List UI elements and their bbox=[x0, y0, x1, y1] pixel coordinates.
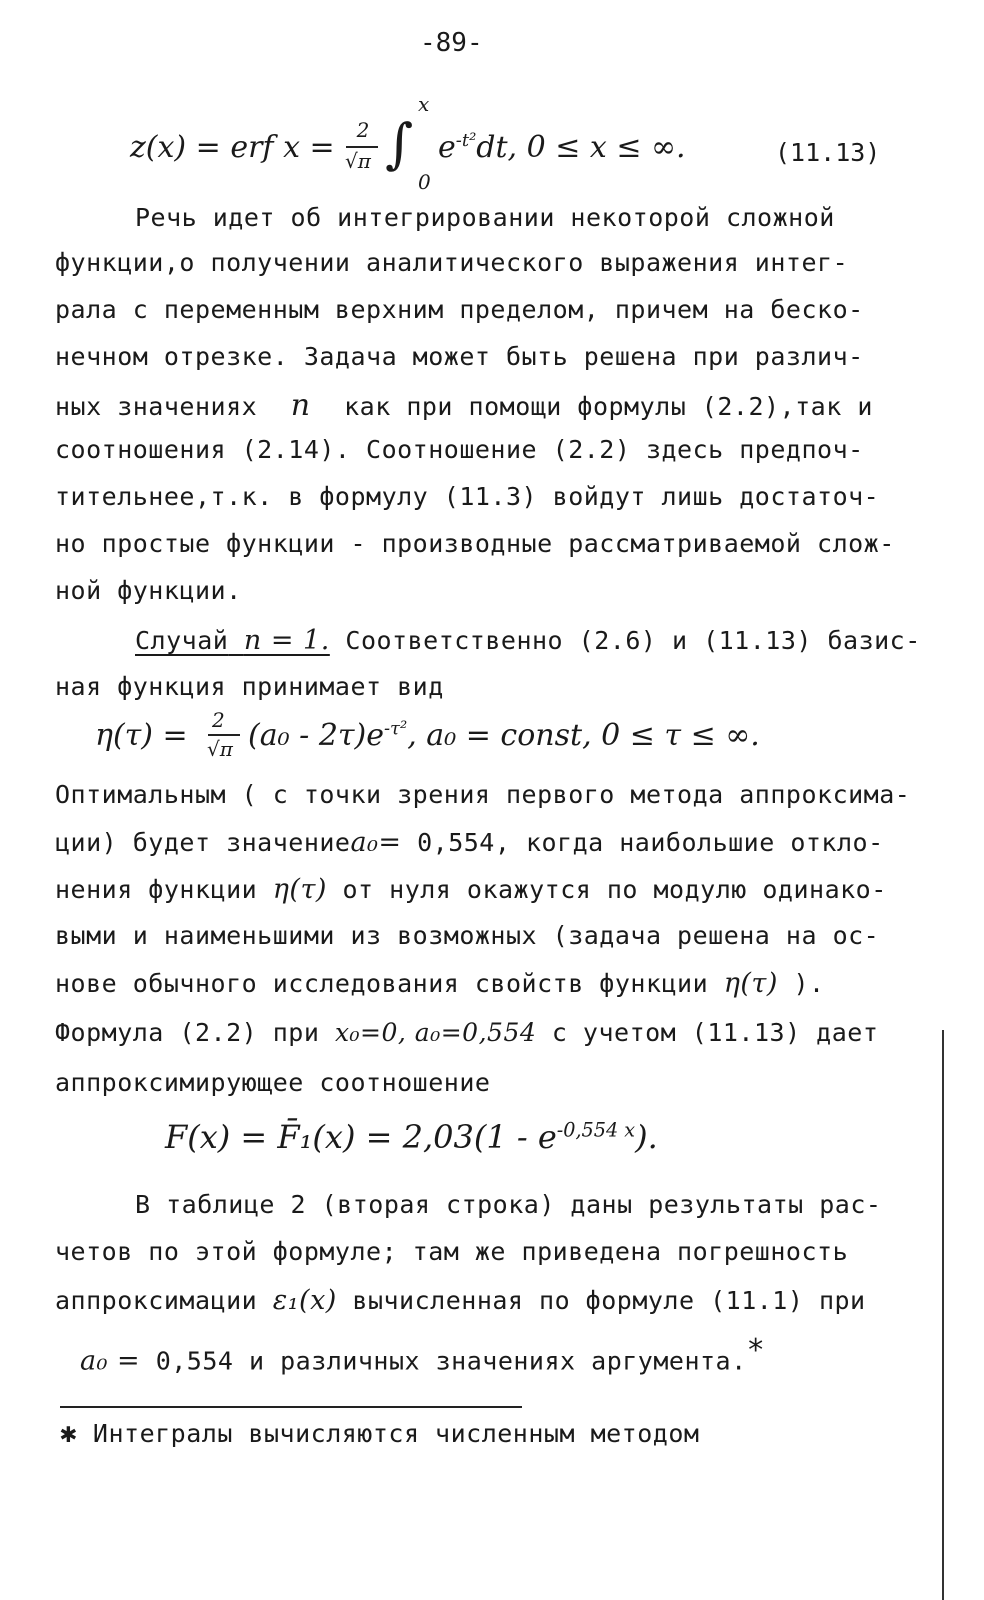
formula-erf-lhs: z(x) = erf x = bbox=[130, 130, 335, 165]
symbol-a0-2: a₀ = bbox=[80, 1345, 141, 1377]
para3-line5 bbox=[55, 968, 825, 999]
para3-line6 bbox=[55, 1018, 878, 1047]
formula-eta-body bbox=[248, 718, 760, 753]
formula-number: (11.13) bbox=[775, 138, 881, 167]
footnote-marker: * bbox=[746, 1333, 766, 1368]
para3-line1: Оптимальным ( с точки зрения первого метода аппроксима- bbox=[55, 780, 911, 809]
formula-erf-int-lower: 0 bbox=[418, 170, 431, 194]
para1-line1: Речь идет об интегрировании некоторой сложной bbox=[135, 203, 835, 232]
para3-line6-b: с учетом (11.13) дает bbox=[551, 1018, 879, 1047]
formula-erf-frac-bar bbox=[346, 146, 378, 148]
case-condition: n = 1. bbox=[243, 625, 330, 656]
footnote-text: Интегралы вычисляются численным методом bbox=[92, 1419, 700, 1448]
formula-eta-frac-den: √π bbox=[207, 737, 233, 761]
para3-line5-b: ). bbox=[793, 969, 825, 998]
para3-line6-a: Формула (2.2) при bbox=[55, 1018, 320, 1047]
formula-approx-main: F(x) = F̄₁(x) = 2,03(1 - e bbox=[165, 1118, 557, 1156]
para3-line4: выми и наименьшими из возможных (задача решена на ос- bbox=[55, 921, 880, 950]
formula-eta-main: (a₀ - 2τ)e bbox=[248, 718, 384, 753]
para2-line2: ная функция принимает вид bbox=[55, 672, 444, 701]
case-heading-word: Случай bbox=[135, 626, 229, 655]
formula-erf-exp: -t² bbox=[455, 130, 477, 151]
symbol-eta: η(τ) bbox=[272, 874, 327, 905]
para1-line8: но простые функции - производные рассматриваемой слож- bbox=[55, 529, 895, 558]
symbol-epsilon: ε₁(x) bbox=[272, 1285, 337, 1316]
formula-erf-frac-num: 2 bbox=[356, 118, 370, 142]
para4-line4 bbox=[80, 1333, 765, 1376]
formula-eta-tail: , a₀ = const, 0 ≤ τ ≤ ∞. bbox=[407, 718, 760, 753]
formula-erf-frac-den: √π bbox=[345, 149, 371, 173]
para3-line2-b: 0,554, когда наибольшие откло- bbox=[417, 828, 884, 857]
para1-line3: рала с переменным верхним пределом, причем на беско- bbox=[55, 295, 864, 324]
formula-eta-frac-bar bbox=[208, 734, 240, 736]
formula-eta-lhs: η(τ) = bbox=[95, 718, 188, 753]
formula-erf-integrand bbox=[438, 130, 686, 165]
page-number: -89- bbox=[420, 28, 483, 58]
para1-line4: нечном отрезке. Задача может быть решена при различ- bbox=[55, 342, 864, 371]
para4-line1: В таблице 2 (вторая строка) даны результаты рас- bbox=[135, 1190, 882, 1219]
symbol-x0-a0: x₀=0, a₀=0,554 bbox=[334, 1018, 537, 1047]
para3-line3 bbox=[55, 874, 887, 905]
para3-line7: аппроксимирующее соотношение bbox=[55, 1068, 491, 1097]
para2-line1: Соответственно (2.6) и (11.13) базис- bbox=[345, 626, 921, 655]
para3-line5-a: нове обычного исследования свойств функции bbox=[55, 969, 709, 998]
para4-line3 bbox=[55, 1285, 866, 1316]
para3-line2 bbox=[55, 827, 884, 858]
formula-erf-tail: dt, 0 ≤ x ≤ ∞. bbox=[476, 130, 686, 165]
para1-line7: тительнее,т.к. в формулу (11.3) войдут лишь достаточ- bbox=[55, 482, 880, 511]
footnote-star: ✱ bbox=[60, 1416, 78, 1449]
para4-line4-b: 0,554 и различных значениях аргумента. bbox=[155, 1346, 747, 1376]
footnote-separator bbox=[60, 1406, 522, 1408]
scan-edge-line bbox=[942, 1030, 944, 1600]
symbol-a0: a₀= bbox=[350, 827, 402, 858]
para1-line5-b: как при помощи формулы (2.2),так и bbox=[344, 392, 873, 421]
case-heading bbox=[135, 626, 330, 655]
para3-line2-a: ции) будет значение bbox=[55, 828, 351, 857]
symbol-n: n bbox=[290, 388, 311, 423]
formula-approx-tail: ). bbox=[635, 1118, 658, 1156]
footnote bbox=[60, 1416, 699, 1449]
formula-erf-base: e bbox=[438, 130, 456, 165]
para1-line5-a: ных значениях bbox=[55, 392, 258, 421]
formula-erf bbox=[130, 130, 335, 165]
para1-line9: ной функции. bbox=[55, 576, 242, 605]
formula-erf-int-upper: x bbox=[418, 92, 430, 116]
para1-line6: соотношения (2.14). Соотношение (2.2) здесь предпоч- bbox=[55, 435, 864, 464]
para4-line2: четов по этой формуле; там же приведена погрешность bbox=[55, 1237, 849, 1266]
para3-line3-a: нения функции bbox=[55, 875, 258, 904]
case-line bbox=[135, 625, 921, 656]
formula-approx bbox=[165, 1118, 658, 1156]
para3-line3-b: от нуля окажутся по модулю одинако- bbox=[342, 875, 887, 904]
integral-sign: ∫ bbox=[385, 112, 414, 175]
symbol-eta-2: η(τ) bbox=[723, 968, 778, 999]
para1-line5 bbox=[55, 388, 873, 423]
formula-approx-exp: -0,554 x bbox=[556, 1118, 636, 1142]
para4-line3-a: аппроксимации bbox=[55, 1286, 258, 1315]
formula-eta-exp: -τ² bbox=[383, 718, 408, 739]
para4-line3-b: вычисленная по формуле (11.1) при bbox=[352, 1286, 866, 1315]
formula-eta-frac-num: 2 bbox=[212, 708, 225, 732]
para1-line2: функции,о получении аналитического выражения интег- bbox=[55, 248, 849, 277]
